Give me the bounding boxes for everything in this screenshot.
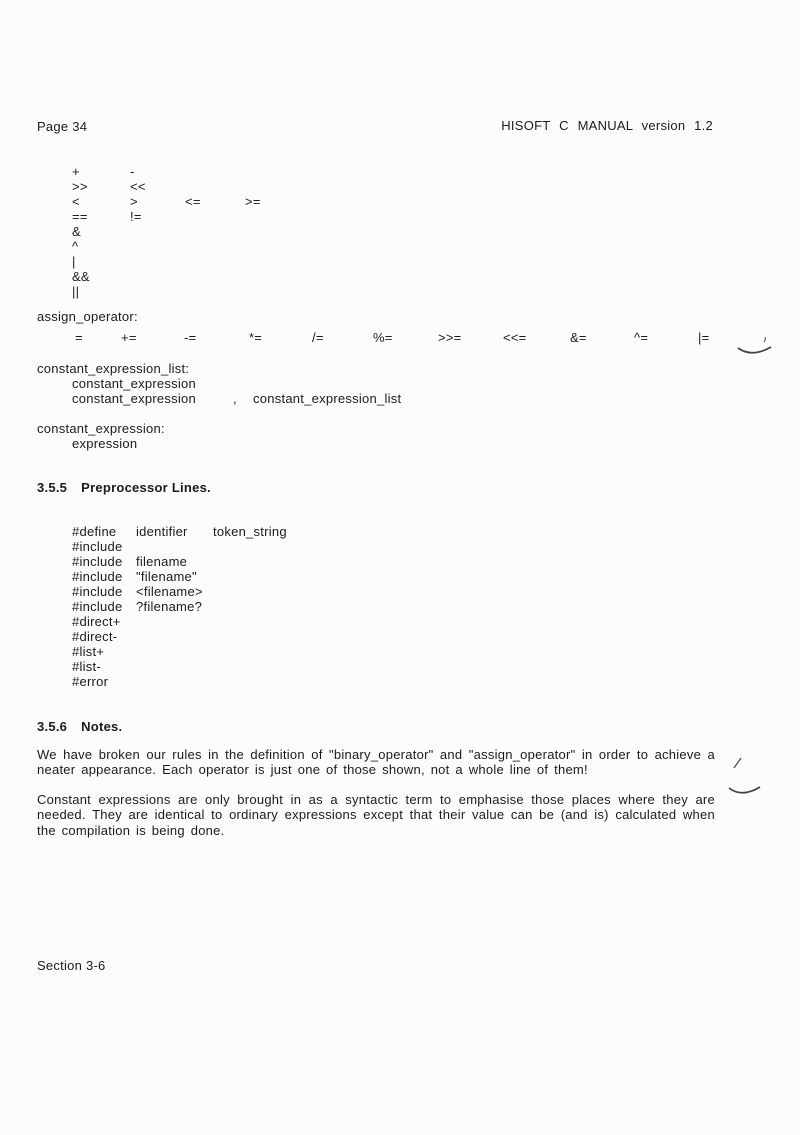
operator-cell	[130, 239, 185, 254]
operator-cell	[245, 269, 420, 284]
argument: <filename>	[136, 584, 203, 599]
operator-cell: <=	[185, 194, 201, 209]
preprocessor-lines-list	[0, 524, 430, 689]
operator-row	[0, 209, 420, 224]
operator-cell: %=	[373, 330, 393, 345]
slash-tick-mark	[730, 756, 746, 772]
assign-operator-row	[0, 330, 800, 346]
argument: identifier	[136, 524, 188, 539]
preprocessor-line	[0, 674, 430, 689]
grammar-line	[0, 391, 520, 406]
grammar-line: constant_expression	[72, 376, 196, 391]
argument	[136, 659, 213, 674]
directive: #define	[72, 524, 117, 539]
operator-cell	[245, 209, 420, 224]
operator-cell	[130, 269, 185, 284]
grammar-line: expression	[72, 436, 138, 451]
argument	[213, 614, 430, 629]
directive: #direct+	[72, 614, 121, 629]
argument	[213, 554, 430, 569]
preprocessor-line	[0, 599, 430, 614]
operator-row	[0, 164, 420, 179]
directive: #error	[72, 674, 109, 689]
page-number: Page 34	[37, 119, 88, 134]
preprocessor-line	[0, 644, 430, 659]
argument: filename	[136, 554, 188, 569]
argument	[213, 629, 430, 644]
operator-cell: ==	[72, 209, 88, 224]
directive: #include	[72, 584, 123, 599]
assign-operator-label: assign_operator:	[37, 309, 138, 324]
directive: #list-	[72, 659, 101, 674]
constant-expression-list-label: constant_expression_list:	[37, 361, 190, 376]
section-number: 3.5.6	[37, 719, 68, 734]
argument	[136, 644, 213, 659]
operator-cell: ^	[72, 239, 79, 254]
operator-cell: ||	[72, 284, 80, 299]
operator-cell	[185, 164, 245, 179]
directive: #include	[72, 599, 123, 614]
operator-row	[0, 179, 420, 194]
operator-cell: &	[72, 224, 81, 239]
operator-cell: !=	[130, 209, 142, 224]
operator-cell: *=	[249, 330, 263, 345]
operator-cell: -	[130, 164, 135, 179]
constant-expression-label: constant_expression:	[37, 421, 165, 436]
argument	[213, 584, 430, 599]
operator-row	[0, 284, 420, 299]
grammar-token: constant_expression	[72, 391, 196, 406]
operator-cell	[130, 254, 185, 269]
operator-row	[0, 224, 420, 239]
notes-paragraph-1: We have broken our rules in the definition of "binary_operator" and "assign_operator" in order to achieve a neater appearance. Each operator is just one of those shown, not a whole line of them!	[37, 747, 715, 778]
preprocessor-line	[0, 524, 430, 539]
operator-cell	[185, 224, 245, 239]
directive: #direct-	[72, 629, 118, 644]
operator-cell	[185, 209, 245, 224]
operator-cell	[185, 179, 245, 194]
directive: #include	[72, 554, 123, 569]
section-title: Preprocessor Lines.	[81, 480, 211, 495]
operator-cell: +=	[121, 330, 137, 345]
operator-cell: /=	[312, 330, 324, 345]
operator-cell	[185, 284, 245, 299]
operator-cell: >=	[245, 194, 261, 209]
operator-cell	[245, 284, 420, 299]
directive: #include	[72, 569, 123, 584]
argument	[213, 659, 430, 674]
section-number: 3.5.5	[37, 480, 68, 495]
operator-row	[0, 194, 420, 209]
manual-title: HISOFT C MANUAL version 1.2	[501, 118, 713, 133]
operator-cell: |=	[698, 330, 710, 345]
argument: "filename"	[136, 569, 197, 584]
directive: #list+	[72, 644, 105, 659]
argument	[136, 674, 213, 689]
operator-cell	[130, 284, 185, 299]
preprocessor-line	[0, 629, 430, 644]
operator-cell: <<=	[503, 330, 527, 345]
operator-row	[0, 254, 420, 269]
operator-cell: |	[72, 254, 76, 269]
argument: token_string	[213, 524, 287, 539]
preprocessor-line	[0, 554, 430, 569]
preprocessor-line	[0, 584, 430, 599]
operator-cell: >>=	[438, 330, 462, 345]
operator-cell: >	[130, 194, 138, 209]
argument: ?filename?	[136, 599, 203, 614]
section-heading-356	[37, 719, 122, 735]
operator-cell	[245, 239, 420, 254]
operator-cell: &&	[72, 269, 90, 284]
argument	[213, 674, 430, 689]
argument	[136, 614, 213, 629]
operator-cell	[185, 254, 245, 269]
operator-cell	[245, 224, 420, 239]
section-heading-355	[37, 480, 211, 496]
preprocessor-line	[0, 659, 430, 674]
operator-cell: =	[75, 330, 83, 345]
argument	[213, 599, 430, 614]
operator-cell: -=	[184, 330, 197, 345]
operator-cell	[130, 224, 185, 239]
operator-cell: &=	[570, 330, 587, 345]
directive: #include	[72, 539, 123, 554]
grammar-token: constant_expression_list	[253, 391, 402, 406]
operator-cell: <	[72, 194, 80, 209]
argument	[213, 539, 430, 554]
operator-cell	[245, 254, 420, 269]
pen-curve-mark	[727, 783, 763, 801]
grammar-token: ,	[233, 391, 237, 406]
operator-cell: +	[72, 164, 80, 179]
operator-cell	[185, 239, 245, 254]
operator-cell: ^=	[634, 330, 649, 345]
operator-cell: >>	[72, 179, 88, 194]
argument	[213, 644, 430, 659]
binary-operator-table	[0, 164, 420, 299]
argument	[136, 539, 213, 554]
preprocessor-line	[0, 539, 430, 554]
preprocessor-line	[0, 614, 430, 629]
operator-cell: <<	[130, 179, 146, 194]
argument	[213, 569, 430, 584]
section-title: Notes.	[81, 719, 123, 734]
notes-paragraph-2: Constant expressions are only brought in as a syntactic term to emphasise those places where they are needed. They are identical to ordinary expressions except that their value can be (and is) calculated when the compilation is being done.	[37, 792, 715, 838]
operator-row	[0, 269, 420, 284]
preprocessor-line	[0, 569, 430, 584]
operator-cell	[245, 164, 420, 179]
section-footer: Section 3-6	[37, 958, 106, 973]
operator-cell	[185, 269, 245, 284]
operator-cell	[245, 179, 420, 194]
operator-row	[0, 239, 420, 254]
argument	[136, 629, 213, 644]
